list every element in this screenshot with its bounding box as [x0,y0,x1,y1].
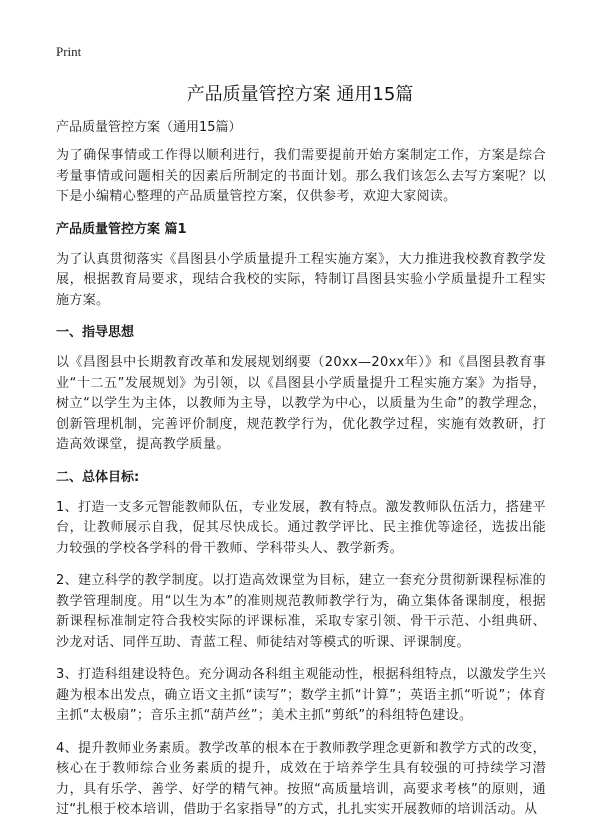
goal-item: 2、建立科学的教学制度。以打造高效课堂为目标，建立一套充分贯彻新课程标准的教学管理制度。用“以生为本”的准则规范教师教学行为，确立集体备课制度，根据新课程标准制定符合我校实际的评课标准，采取专家引领、骨干示范、小组典研、沙龙对话、同伴互助、青蓝工程、师徒结对等模式的听课、评课制度。 [56,573,546,650]
section-heading-part1: 产品质量管控方案 篇1 [56,221,187,237]
print-link[interactable]: Print [56,44,82,59]
goal-item: 4、提升教师业务素质。教学改革的根本在于教师教学理念更新和教学方式的改变，核心在于教师综合业务素质的提升，成效在于培养学生具有较强的可持续学习潜力，具有乐学、善学、好学的精气神。按照“高质量培训，高要求考核”的原则，通过“扎根于校本培训，借助于名家指导”的方式，扎扎实实开展教师的培训活动。从 [56,740,546,817]
document-subtitle: 产品质量管控方案（通用15篇） [56,120,242,135]
section-heading-goals: 二、总体目标: [56,469,140,485]
goal-item: 1、打造一支多元智能教师队伍，专业发展，教有特点。激发教师队伍活力，搭建平台，让教师展示自我，促其尽快成长。通过教学评比、民主推优等途径，选拔出能力较强的学校各学科的骨干教师、学科带头人、教学新秀。 [56,499,546,556]
section-heading-guiding: 一、指导思想 [56,325,135,340]
goal-item: 3、打造科组建设特色。充分调动各科组主观能动性，根据科组特点，以激发学生兴趣为根本出发点，确立语文主抓“读写”；数学主抓“计算”；英语主抓“听说”；体育主抓“太极扇”；音乐主抓“葫芦丝”；美术主抓“剪纸”的科组特色建设。 [56,667,546,723]
document-body [56,118,546,821]
intro-paragraph: 为了确保事情或工作得以顺利进行，我们需要提前开始方案制定工作，方案是综合考量事情或问题相关的因素后所制定的书面计划。那么我们该怎么去写方案呢？以下是小编精心整理的产品质量管控方案，仅供参考，欢迎大家阅读。 [56,148,546,204]
part1-paragraph: 为了认真贯彻落实《昌图县小学质量提升工程实施方案》，大力推进我校教育教学发展，根据教育局要求，现结合我校的实际，特制订昌图县实验小学质量提升工程实施方案。 [56,251,546,308]
document-title: 产品质量管控方案 通用15篇 [186,84,414,105]
guiding-paragraph: 以《昌图县中长期教育改革和发展规划纲要（20xx—20xx年）》和《昌图县教育事业“十二五”发展规划》为引领，以《昌图县小学质量提升工程实施方案》为指导，树立“以学生为主体，以教师为主导，以教学为中心，以质量为生命”的教学理念，创新管理机制，完善评价制度，规范教学行为，优化教学过程，实施有效教研，打造高效课堂，提高教学质量。 [56,355,546,452]
